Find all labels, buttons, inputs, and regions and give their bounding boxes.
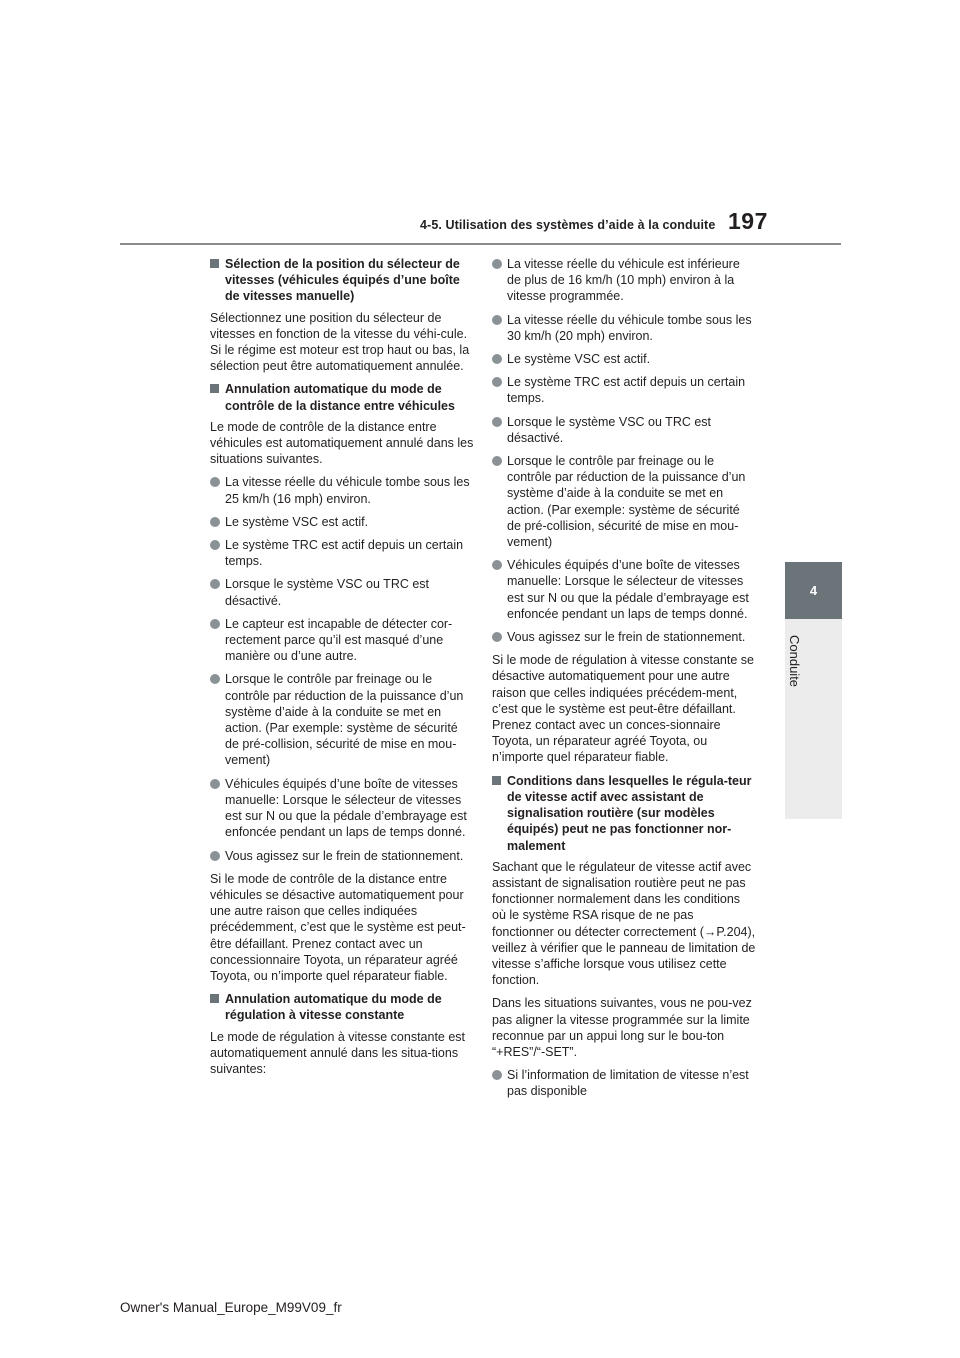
circle-bullet-icon bbox=[210, 851, 220, 861]
circle-bullet-icon bbox=[492, 456, 502, 466]
list-item: Le système TRC est actif depuis un certain temps. bbox=[492, 374, 757, 406]
circle-bullet-icon bbox=[210, 540, 220, 550]
chapter-label: Conduite bbox=[787, 635, 802, 688]
list-item: Le système VSC est actif. bbox=[492, 351, 757, 367]
section-heading: Annulation automatique du mode de régulation à vitesse constante bbox=[210, 991, 475, 1023]
square-bullet-icon bbox=[210, 994, 219, 1003]
circle-bullet-icon bbox=[492, 1070, 502, 1080]
list-item: Le système VSC est actif. bbox=[210, 514, 475, 530]
circle-bullet-icon bbox=[492, 315, 502, 325]
list-item: Vous agissez sur le frein de stationnement. bbox=[492, 629, 757, 645]
paragraph: Dans les situations suivantes, vous ne pou-vez pas aligner la vitesse programmée sur la limite reconnue par un appui long sur le bou-ton “+RES”/“-SET”. bbox=[492, 996, 752, 1059]
square-bullet-icon bbox=[210, 259, 219, 268]
circle-bullet-icon bbox=[492, 354, 502, 364]
circle-bullet-icon bbox=[492, 259, 502, 269]
list-item: Vous agissez sur le frein de stationnement. bbox=[210, 848, 475, 864]
list-item: Lorsque le contrôle par freinage ou le contrôle par réduction de la puissance d’un système d’aide à la conduite se met en action. (Par exemple: système de sécurité de pré-collision, sécurité de mise en mou-vement) bbox=[210, 671, 475, 768]
circle-bullet-icon bbox=[210, 674, 220, 684]
footer-manual-id: Owner's Manual_Europe_M99V09_fr bbox=[120, 1300, 342, 1315]
circle-bullet-icon bbox=[210, 579, 220, 589]
page-number: 197 bbox=[728, 208, 768, 234]
header-divider bbox=[120, 243, 841, 245]
list-item: La vitesse réelle du véhicule tombe sous les 25 km/h (16 mph) environ. bbox=[210, 474, 475, 506]
list-item: Le capteur est incapable de détecter cor-rectement parce qu’il est masqué d’une manière ou d’une autre. bbox=[210, 616, 475, 665]
circle-bullet-icon bbox=[210, 477, 220, 487]
section-title: 4-5. Utilisation des systèmes d’aide à la conduite bbox=[420, 218, 716, 232]
circle-bullet-icon bbox=[492, 560, 502, 570]
paragraph: Sachant que le régulateur de vitesse actif avec assistant de signalisation routière peut ne pas fonctionner normalement dans les conditions où le système RSA risque de ne pas fonctionner ou détecter correctement (→P.204), veillez à vérifier que le panneau de limitation de vitesse s’affiche lorsque vous utilisez cette fonction. bbox=[492, 859, 756, 988]
list-item: Lorsque le contrôle par freinage ou le contrôle par réduction de la puissance d’un système d’aide à la conduite se met en action. (Par exemple: système de sécurité de pré-collision, sécurité de mise en mou-vement) bbox=[492, 453, 757, 550]
chapter-number: 4 bbox=[809, 583, 818, 598]
paragraph: Si le mode de contrôle de la distance entre véhicules se désactive automatiquement pour une autre raison que celles indiquées précédemment, c’est que le système est peut-être défaillant. Prenez contact avec un concessionnaire Toyota, un réparateur agréé Toyota, ou n’importe quel réparateur fiable. bbox=[210, 871, 466, 983]
circle-bullet-icon bbox=[210, 619, 220, 629]
list-item: Véhicules équipés d’une boîte de vitesses manuelle: Lorsque le sélecteur de vitesses est sur N ou que la pédale d’embrayage est enfoncée pendant un laps de temps donné. bbox=[210, 776, 475, 841]
list-item: Véhicules équipés d’une boîte de vitesses manuelle: Lorsque le sélecteur de vitesses est sur N ou que la pédale d’embrayage est enfoncée pendant un laps de temps donné. bbox=[492, 557, 757, 622]
right-column bbox=[492, 256, 757, 1107]
circle-bullet-icon bbox=[210, 517, 220, 527]
list-item: La vitesse réelle du véhicule est inférieure de plus de 16 km/h (10 mph) environ à la vitesse programmée. bbox=[492, 256, 757, 305]
circle-bullet-icon bbox=[492, 377, 502, 387]
square-bullet-icon bbox=[210, 384, 219, 393]
list-item: La vitesse réelle du véhicule tombe sous les 30 km/h (20 mph) environ. bbox=[492, 312, 757, 344]
list-item: Lorsque le système VSC ou TRC est désactivé. bbox=[492, 414, 757, 446]
section-heading: Annulation automatique du mode de contrôle de la distance entre véhicules bbox=[210, 381, 475, 413]
paragraph: Le mode de régulation à vitesse constante est automatiquement annulé dans les situa-tions suivantes: bbox=[210, 1029, 466, 1076]
square-bullet-icon bbox=[492, 776, 501, 785]
list-item: Le système TRC est actif depuis un certain temps. bbox=[210, 537, 475, 569]
list-item: Si l’information de limitation de vitesse n’est pas disponible bbox=[492, 1067, 757, 1099]
paragraph: Sélectionnez une position du sélecteur de vitesses en fonction de la vitesse du véhi-cule. Si le régime est moteur est trop haut ou bas, la sélection peut être automatiquement annulée. bbox=[210, 310, 470, 374]
paragraph: Si le mode de régulation à vitesse constante se désactive automatiquement pour une autre raison que celles indiquées précédem-ment, c’est que le système est peut-être défaillant. Prenez contact avec un conces-sionnaire Toyota, un réparateur agréé Toyota, ou n’importe quel réparateur fiable. bbox=[492, 653, 754, 765]
section-heading: Sélection de la position du sélecteur de vitesses (véhicules équipés d’une boîte de vitesses manuelle) bbox=[210, 256, 475, 305]
circle-bullet-icon bbox=[492, 632, 502, 642]
circle-bullet-icon bbox=[210, 779, 220, 789]
list-item: Lorsque le système VSC ou TRC est désactivé. bbox=[210, 576, 475, 608]
chapter-tab[interactable] bbox=[785, 562, 842, 619]
paragraph: Le mode de contrôle de la distance entre véhicules est automatiquement annulé dans les situations suivantes. bbox=[210, 419, 474, 467]
circle-bullet-icon bbox=[492, 417, 502, 427]
section-heading: Conditions dans lesquelles le régula-teur de vitesse actif avec assistant de signalisation routière (sur modèles équipés) peut ne pas fonctionner nor-malement bbox=[492, 773, 757, 854]
left-column bbox=[210, 256, 475, 1084]
